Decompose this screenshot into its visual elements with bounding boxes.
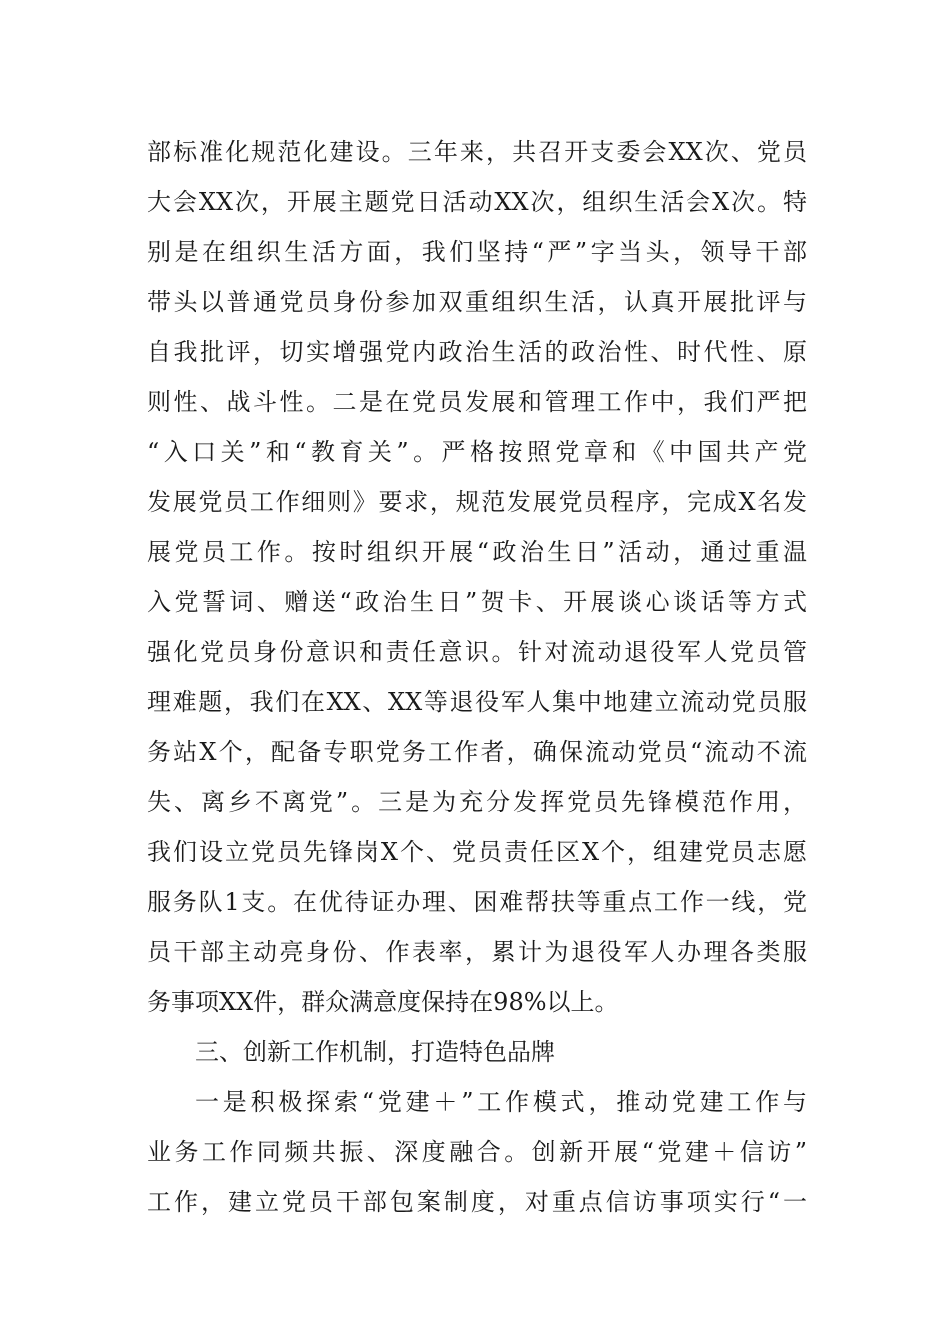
text-line: 别是在组织生活方面，我们坚持“严”字当头，领导干部 xyxy=(147,238,807,266)
text-line: 自我批评，切实增强党内政治生活的政治性、时代性、原 xyxy=(147,338,807,366)
text-line: “入口关”和“教育关”。严格按照党章和《中国共产党 xyxy=(147,438,807,466)
paragraph-2 xyxy=(147,1077,807,1227)
text-line: 业务工作同频共振、深度融合。创新开展“党建＋信访” xyxy=(147,1138,807,1166)
text-line: 务事项XX件，群众满意度保持在98%以上。 xyxy=(147,988,619,1016)
text-line: 一是积极探索“党建＋”工作模式，推动党建工作与 xyxy=(195,1088,807,1116)
document-body xyxy=(147,127,807,1227)
text-line: 入党誓词、赠送“政治生日”贺卡、开展谈心谈话等方式 xyxy=(147,588,807,616)
paragraph-1 xyxy=(147,127,807,1027)
text-line: 发展党员工作细则》要求，规范发展党员程序，完成X名发 xyxy=(147,488,807,516)
section-heading: 三、创新工作机制，打造特色品牌 xyxy=(195,1038,555,1066)
text-line: 员干部主动亮身份、作表率，累计为退役军人办理各类服 xyxy=(147,938,807,966)
text-line: 展党员工作。按时组织开展“政治生日”活动，通过重温 xyxy=(147,538,807,566)
text-line: 部标准化规范化建设。三年来，共召开支委会XX次、党员 xyxy=(147,138,807,166)
text-line: 失、离乡不离党”。三是为充分发挥党员先锋模范作用， xyxy=(147,788,807,816)
text-line: 我们设立党员先锋岗X个、党员责任区X个，组建党员志愿 xyxy=(147,838,807,866)
text-line: 理难题，我们在XX、XX等退役军人集中地建立流动党员服 xyxy=(147,688,807,716)
text-line: 大会XX次，开展主题党日活动XX次，组织生活会X次。特 xyxy=(147,188,807,216)
text-line: 务站X个，配备专职党务工作者，确保流动党员“流动不流 xyxy=(147,738,807,766)
text-line: 带头以普通党员身份参加双重组织生活，认真开展批评与 xyxy=(147,288,807,316)
text-line: 工作，建立党员干部包案制度，对重点信访事项实行“一 xyxy=(147,1188,807,1216)
text-line: 服务队1支。在优待证办理、困难帮扶等重点工作一线，党 xyxy=(147,888,807,916)
text-line: 则性、战斗性。二是在党员发展和管理工作中，我们严把 xyxy=(147,388,807,416)
text-line: 强化党员身份意识和责任意识。针对流动退役军人党员管 xyxy=(147,638,807,666)
